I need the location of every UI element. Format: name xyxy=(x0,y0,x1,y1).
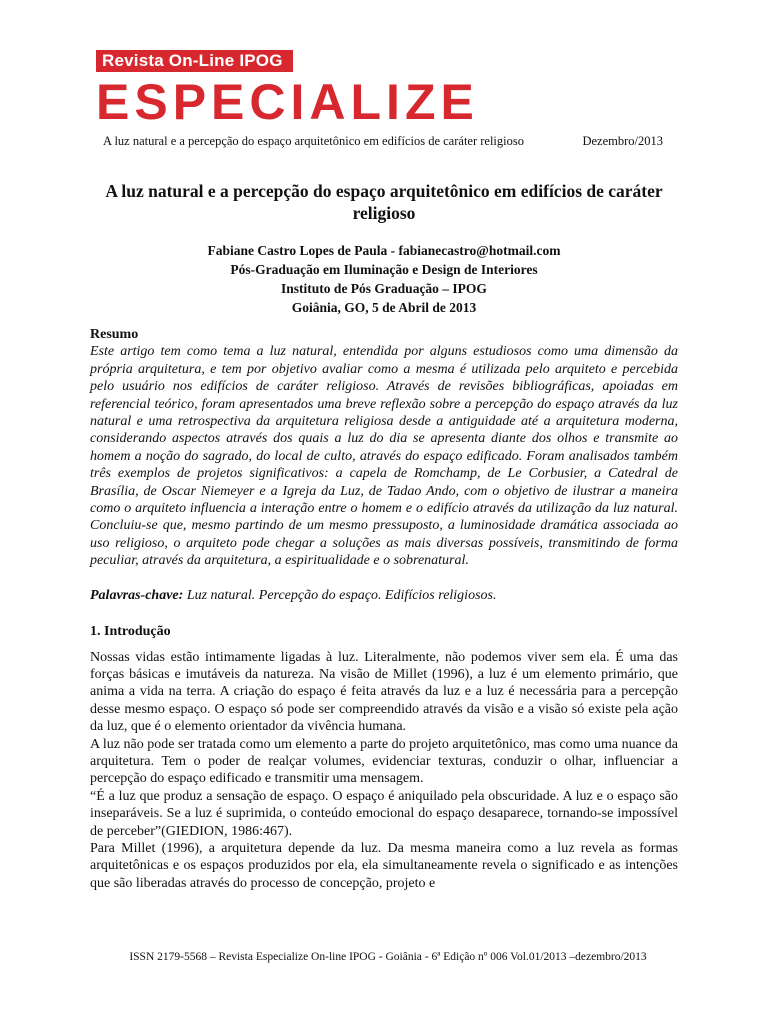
keywords xyxy=(90,587,678,604)
intro-paragraph: Nossas vidas estão intimamente ligadas à luz. Literalmente, não podemos viver sem ela. É uma das forças básicas e imutáveis da natureza. Na visão de Millet (1996), a luz é um elemento primário, que anima a vida na terra. A criação do espaço é feita através da luz e a luz é necessária para a percepção desse mesmo espaço. O espaço só pode ser compreendido através da visão e a visão só existe pela ação da luz, que é o elemento orientador da vivência humana. xyxy=(90,649,678,735)
journal-name-bar: Revista On-Line IPOG xyxy=(96,50,293,72)
introduction-section xyxy=(90,623,678,892)
intro-quote: “É a luz que produz a sensação de espaço. O espaço é aniquilado pela obscuridade. A luz e o espaço são inseparáveis. Se a luz é suprimida, o conteúdo emocional do espaço desaparece, tornando-se impossível de perceber”(GIEDION, 1986:467). xyxy=(90,788,678,839)
program-line: Pós-Graduação em Iluminação e Design de Interiores xyxy=(230,262,538,277)
keywords-text: Luz natural. Percepção do espaço. Edifícios religiosos. xyxy=(183,587,497,603)
place-date-line: Goiânia, GO, 5 de Abril de 2013 xyxy=(291,300,477,315)
abstract-heading: Resumo xyxy=(90,327,139,342)
introduction-heading: 1. Introdução xyxy=(90,624,171,640)
journal-masthead xyxy=(96,50,676,128)
institution-line: Instituto de Pós Graduação – IPOG xyxy=(281,281,487,296)
intro-paragraph: A luz não pode ser tratada como um elemento a parte do projeto arquitetônico, mas como uma nuance da arquitetura. Tem o poder de realçar volumes, evidenciar texturas, conduzir o olhar, influenciar a percepção do espaço edificado e transmitir uma mensagem. xyxy=(90,736,678,787)
article-title: A luz natural e a percepção do espaço arquitetônico em edifícios de caráter religioso xyxy=(105,181,663,223)
keywords-label: Palavras-chave: xyxy=(90,587,184,603)
author-line: Fabiane Castro Lopes de Paula - fabianecastro@hotmail.com xyxy=(207,243,561,258)
journal-logo-title: ESPECIALIZE xyxy=(96,74,479,130)
article-body xyxy=(90,326,678,892)
intro-paragraph: Para Millet (1996), a arquitetura depende da luz. Da mesma maneira como a luz revela as formas arquitetônicas e os espaços produzidos por ela, ela simultaneamente revela o significado e as intenções que são liberadas através do processo de concepção, projeto e xyxy=(90,840,678,891)
running-header-title: A luz natural e a percepção do espaço arquitetônico em edifícios de caráter religioso xyxy=(103,134,524,148)
running-header-date: Dezembro/2013 xyxy=(582,134,663,148)
abstract-text: Este artigo tem como tema a luz natural, entendida por alguns estudiosos como uma dimensão da própria arquitetura, e tem por objetivo avaliar como a mesma é utilizada pelo arquiteto e percebida pelo usuário nos edifícios de caráter religioso. Através de revisões bibliográficas, apoiadas em referencial teórico, foram apresentados uma breve reflexão sobre a percepção do espaço através da luz natural e uma retrospectiva da arquitetura religiosa desde a antiguidade até a arquitetura moderna, considerando aspectos através dos quais a luz do dia se apresenta diante dos olhos e transmite ao homem a noção do sagrado, do local de culto, através do espaço edificado. Foram analisados também três exemplos de projetos significativos: a capela de Romchamp, de Le Corbusier, a Catedral de Brasília, de Oscar Niemeyer e a Igreja da Luz, de Tadao Ando, com o objetivo de ilustrar a maneira como o arquiteto influencia a interação entre o homem e o edifício através da utilização da luz natural. Concluiu-se que, mesmo partindo de um mesmo pressuposto, a luminosidade dramática associada ao uso religioso, o arquiteto pode chegar a soluções as mais diversas possíveis, transmitindo de forma peculiar, através da arquitetura, a espiritualidade e o sobrenatural. xyxy=(90,344,678,569)
author-block xyxy=(96,241,672,317)
page-footer: ISSN 2179-5568 – Revista Especialize On-line IPOG - Goiânia - 6ª Edição nº 006 Vol.01/2013 –dezembro/2013 xyxy=(129,951,647,963)
running-header xyxy=(103,134,663,149)
